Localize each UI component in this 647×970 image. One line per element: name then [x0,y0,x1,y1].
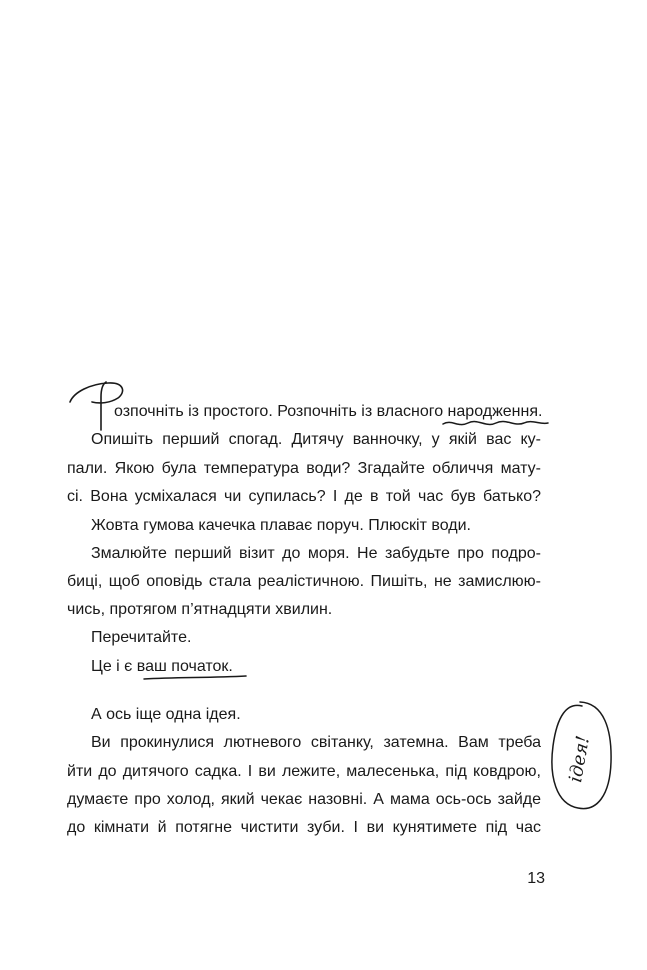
drop-cap-letter [70,382,123,430]
margin-note [552,702,611,809]
underline [144,676,246,679]
paragraph-line: биці, щоб оповідь стала реалістичною. Пишіть, не замислюю- [67,573,541,590]
paragraph-line: озпочніть із простого. Розпочніть із власного народження. [114,403,543,420]
paragraph-line: Жовта гумова качечка плаває поруч. Плюскіт води. [91,517,471,534]
paragraph-line: чись, протягом п’ятнадцяти хвилин. [67,601,333,618]
paragraph-line: Ви прокинулися лютневого світанку, затемна. Вам треба [91,734,541,751]
paragraph-line: думаєте про холод, який чекає назовні. А мама ось-ось зайде [67,791,541,808]
page-number: 13 [527,870,545,887]
margin-note-text: ідея! [565,734,595,784]
paragraph-line: Перечитайте. [91,629,192,646]
paragraph-line: Це і є ваш початок. [91,658,233,675]
wavy-underline [443,421,548,424]
paragraph-line: сі. Вона усміхалася чи супилась? І де в той час був батько? [67,488,541,505]
paragraph-line: йти до дитячого садка. І ви лежите, малесенька, під ковдрою, [67,763,541,780]
paragraph-line: Опишіть перший спогад. Дитячу ванночку, у якій вас ку- [91,431,541,448]
paragraph-line: до кімнати й потягне чистити зуби. І ви кунятимете під час [67,819,541,836]
paragraph-line: А ось іще одна ідея. [91,706,241,723]
paragraph-line: Змалюйте перший візит до моря. Не забудьте про подро- [91,545,541,562]
paragraph-line: пали. Якою була температура води? Згадайте обличчя мату- [67,460,541,477]
